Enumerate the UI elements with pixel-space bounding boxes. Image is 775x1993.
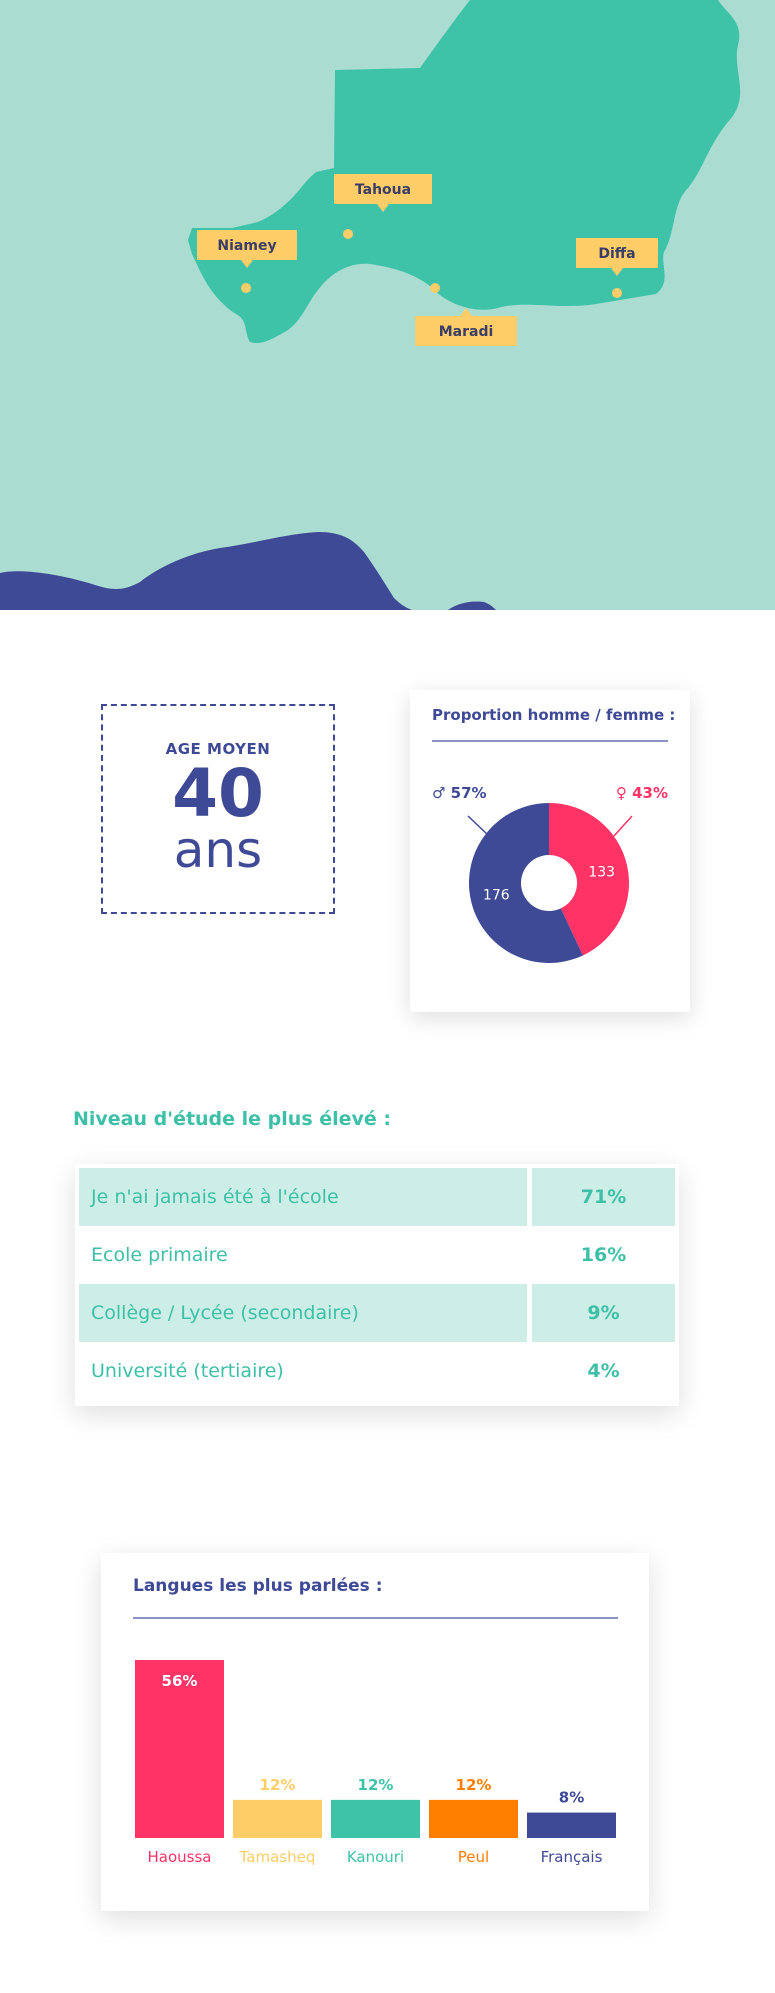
city-dot [612,288,622,298]
age-unit: ans [173,821,263,879]
city-dot [241,283,251,293]
gender-card [410,690,690,1012]
bar-kanouri [331,1800,420,1838]
gender-title: Proportion homme / femme : [432,706,676,724]
bar-value-label: 8% [558,1788,585,1807]
city-label: Tahoua [354,182,412,198]
bar-category-label: Tamasheq [239,1848,316,1866]
table-row [79,1342,675,1400]
bar-peul [429,1800,518,1838]
male-percent-label: ♂ 57% [432,784,487,802]
city-dot [430,283,440,293]
age-value: 40 [172,755,264,832]
education-level: Ecole primaire [91,1244,228,1266]
languages-title: Langues les plus parlées : [133,1576,383,1596]
education-percent: 9% [532,1284,675,1342]
table-row [79,1168,675,1226]
city-label: Diffa [598,246,636,262]
education-percent: 4% [587,1360,620,1382]
female-percent-label: ♀ 43% [615,784,668,802]
bar-category-label: Peul [457,1848,490,1866]
languages-bar-chart [101,1553,649,1911]
bar-value-label: 12% [357,1775,394,1794]
bar-category-label: Kanouri [346,1848,405,1866]
male-leader-line [468,816,488,835]
education-title: Niveau d'étude le plus élevé : [73,1108,392,1130]
city-label: Maradi [438,324,494,340]
bar-value-label: 12% [455,1775,492,1794]
education-level: Je n'ai jamais été à l'école [79,1168,527,1226]
bar-tamasheq [233,1800,322,1838]
age-label: AGE MOYEN [165,740,271,758]
education-table [75,1164,679,1406]
gender-donut-chart [410,690,690,1012]
education-percent: 71% [532,1168,675,1226]
age-card [101,704,335,914]
female-leader-line [614,816,632,836]
city-dot [343,229,353,239]
city-label: Niamey [217,238,277,254]
donut-value-label: 133 [588,864,616,881]
education-level: Université (tertiaire) [91,1360,284,1382]
table-row [79,1284,675,1342]
map-canvas [0,0,775,610]
bar-value-label: 12% [259,1775,296,1794]
table-row [79,1226,675,1284]
education-percent: 16% [580,1244,627,1266]
bar-category-label: Français [540,1848,603,1866]
bar-category-label: Haoussa [147,1848,212,1866]
niger-map [0,0,775,610]
donut-value-label: 176 [482,887,510,904]
education-level: Collège / Lycée (secondaire) [79,1284,527,1342]
bar-value-label: 56% [161,1672,198,1690]
bar-français [527,1813,616,1838]
